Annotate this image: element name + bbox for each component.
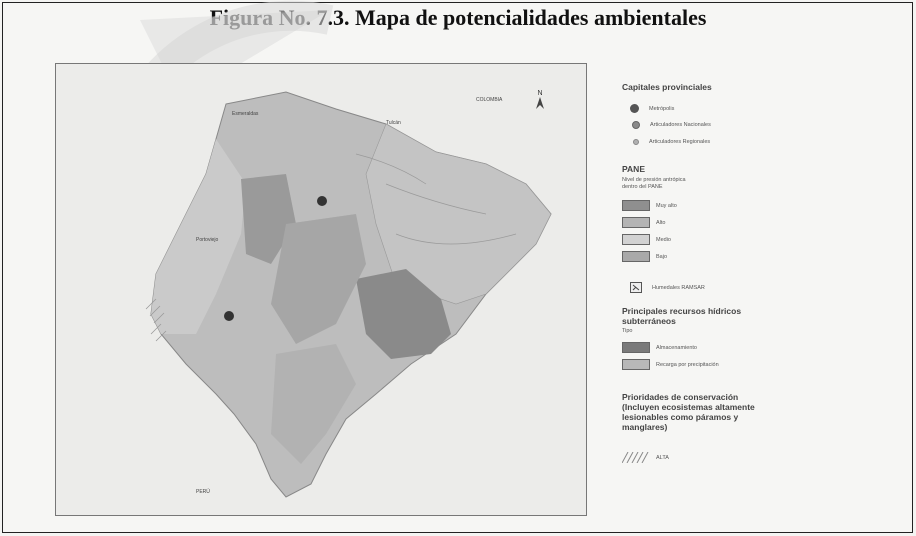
ramsar-icon bbox=[630, 282, 642, 293]
north-arrow: N bbox=[536, 90, 544, 111]
legend-pane-title: PANE bbox=[622, 164, 645, 174]
legend-water-storage: Almacenamiento bbox=[622, 342, 697, 353]
legend-water-recharge: Recarga por precipitación bbox=[622, 359, 719, 370]
legend-conservation-high: ALTA bbox=[622, 452, 669, 463]
legend-water-title: Principales recursos hídricos subterráneos bbox=[622, 306, 742, 326]
legend-capitals-title: Capitales provinciales bbox=[622, 82, 712, 92]
legend-pane-very-high: Muy alto bbox=[622, 200, 677, 211]
legend-capital-metropolis: Metrópolis bbox=[630, 104, 674, 113]
legend-pane-high: Alto bbox=[622, 217, 665, 228]
map-label-peru: PERÚ bbox=[196, 489, 210, 495]
map-label-tulcan: Tulcán bbox=[386, 120, 401, 126]
legend-conservation-title: Prioridades de conservación (Incluyen ecosistemas altamente lesionables como páramos y manglares) bbox=[622, 392, 755, 432]
ecuador-map bbox=[55, 63, 587, 516]
legend-capital-regional: Articuladores Regionales bbox=[633, 139, 710, 145]
metropolis-guayaquil bbox=[224, 311, 234, 321]
map-graphic bbox=[56, 64, 586, 515]
map-label-colombia: COLOMBIA bbox=[476, 97, 503, 103]
hatch-swatch bbox=[622, 452, 650, 463]
legend-ramsar: Humedales RAMSAR bbox=[630, 282, 705, 293]
map-label-esmeraldas: Esmeraldas bbox=[232, 111, 259, 117]
figure-title: Figura No. 7.3. Mapa de potencialidades ambientales bbox=[209, 5, 707, 30]
metropolis-quito bbox=[317, 196, 327, 206]
map-label-portoviejo: Portoviejo bbox=[196, 237, 219, 243]
legend-pane-low: Bajo bbox=[622, 251, 667, 262]
legend-pane-subtitle: Nivel de presión antrópica dentro del PANE bbox=[622, 177, 686, 190]
legend-capital-national: Articuladores Nacionales bbox=[632, 121, 711, 129]
legend-water-type: Tipo bbox=[622, 328, 633, 334]
legend-pane-medium: Medio bbox=[622, 234, 671, 245]
